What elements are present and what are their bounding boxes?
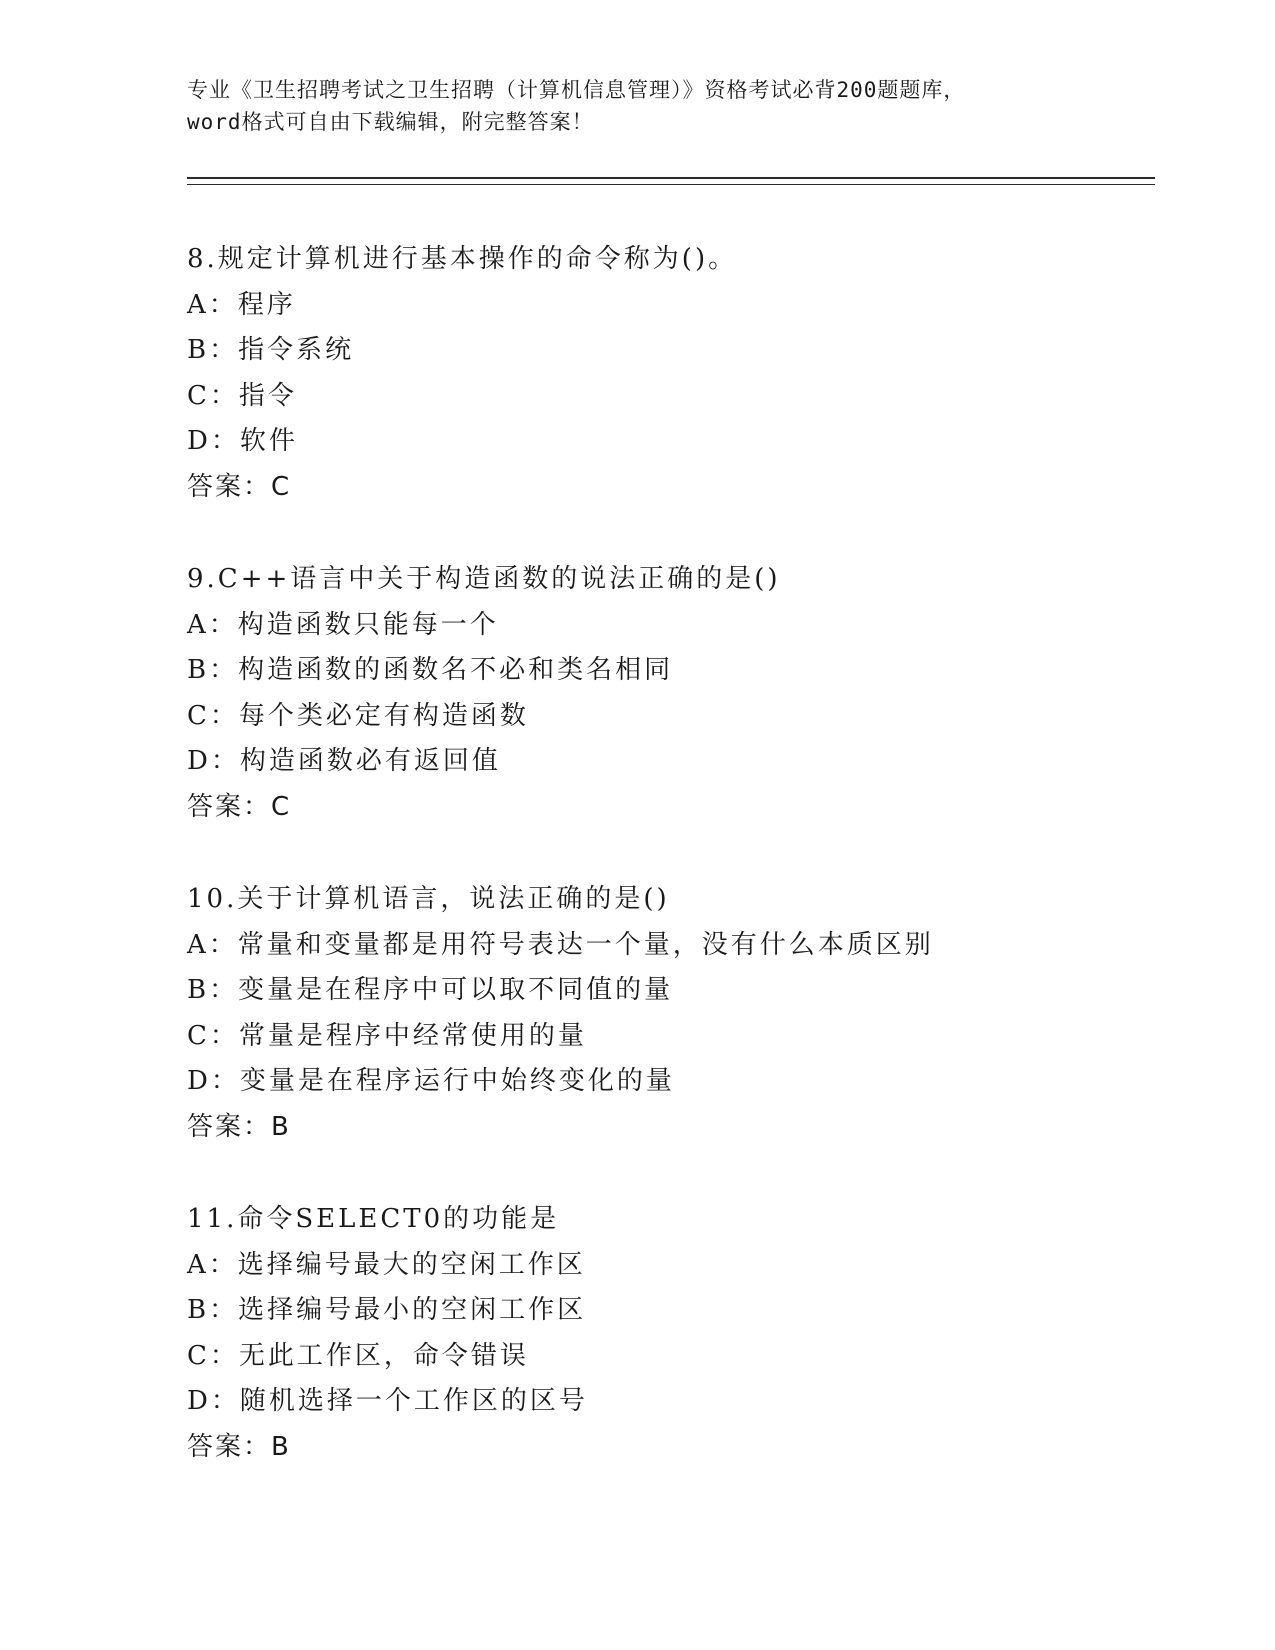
- option-d: D：软件: [187, 426, 298, 456]
- question-item: [187, 877, 1167, 1197]
- option-b: B：变量是在程序中可以取不同值的量: [187, 975, 674, 1005]
- option-c: C：常量是程序中经常使用的量: [187, 1020, 587, 1051]
- question-stem: 8.规定计算机进行基本操作的命令称为()。: [187, 244, 738, 274]
- option-a: A：常量和变量都是用符号表达一个量，没有什么本质区别: [187, 929, 934, 960]
- option-a: A：构造函数只能每一个: [187, 609, 499, 640]
- option-d: D：变量是在程序运行中始终变化的量: [187, 1066, 675, 1096]
- option-a: A：选择编号最大的空闲工作区: [187, 1249, 586, 1280]
- option-d: D：随机选择一个工作区的区号: [187, 1386, 588, 1416]
- question-list: [187, 237, 1167, 1517]
- answer-line: 答案：C: [187, 791, 292, 822]
- option-b: B：选择编号最小的空闲工作区: [187, 1295, 587, 1325]
- answer-line: 答案：C: [187, 471, 292, 502]
- option-c: C：指令: [187, 380, 297, 411]
- option-c: C：每个类必定有构造函数: [187, 700, 529, 731]
- question-stem: 11.命令SELECT0的功能是: [187, 1204, 560, 1234]
- header-title-line-2: word格式可自由下载编辑，附完整答案！: [187, 110, 594, 134]
- header-title-line-1: 专业《卫生招聘考试之卫生招聘（计算机信息管理）》资格考试必背200题题库，: [187, 78, 966, 102]
- option-a: A：程序: [187, 289, 296, 320]
- question-item: [187, 557, 1167, 877]
- document-header: [187, 74, 1087, 138]
- question-item: [187, 1197, 1167, 1517]
- question-stem: 9.C++语言中关于构造函数的说法正确的是(): [187, 564, 781, 594]
- question-item: [187, 237, 1167, 557]
- option-b: B：构造函数的函数名不必和类名相同: [187, 655, 674, 685]
- answer-line: 答案：B: [187, 1111, 291, 1142]
- option-c: C：无此工作区，命令错误: [187, 1340, 529, 1371]
- question-stem: 10.关于计算机语言，说法正确的是(): [187, 884, 670, 914]
- option-d: D：构造函数必有返回值: [187, 746, 501, 776]
- header-divider: [187, 177, 1155, 185]
- option-b: B：指令系统: [187, 335, 355, 365]
- answer-line: 答案：B: [187, 1431, 291, 1462]
